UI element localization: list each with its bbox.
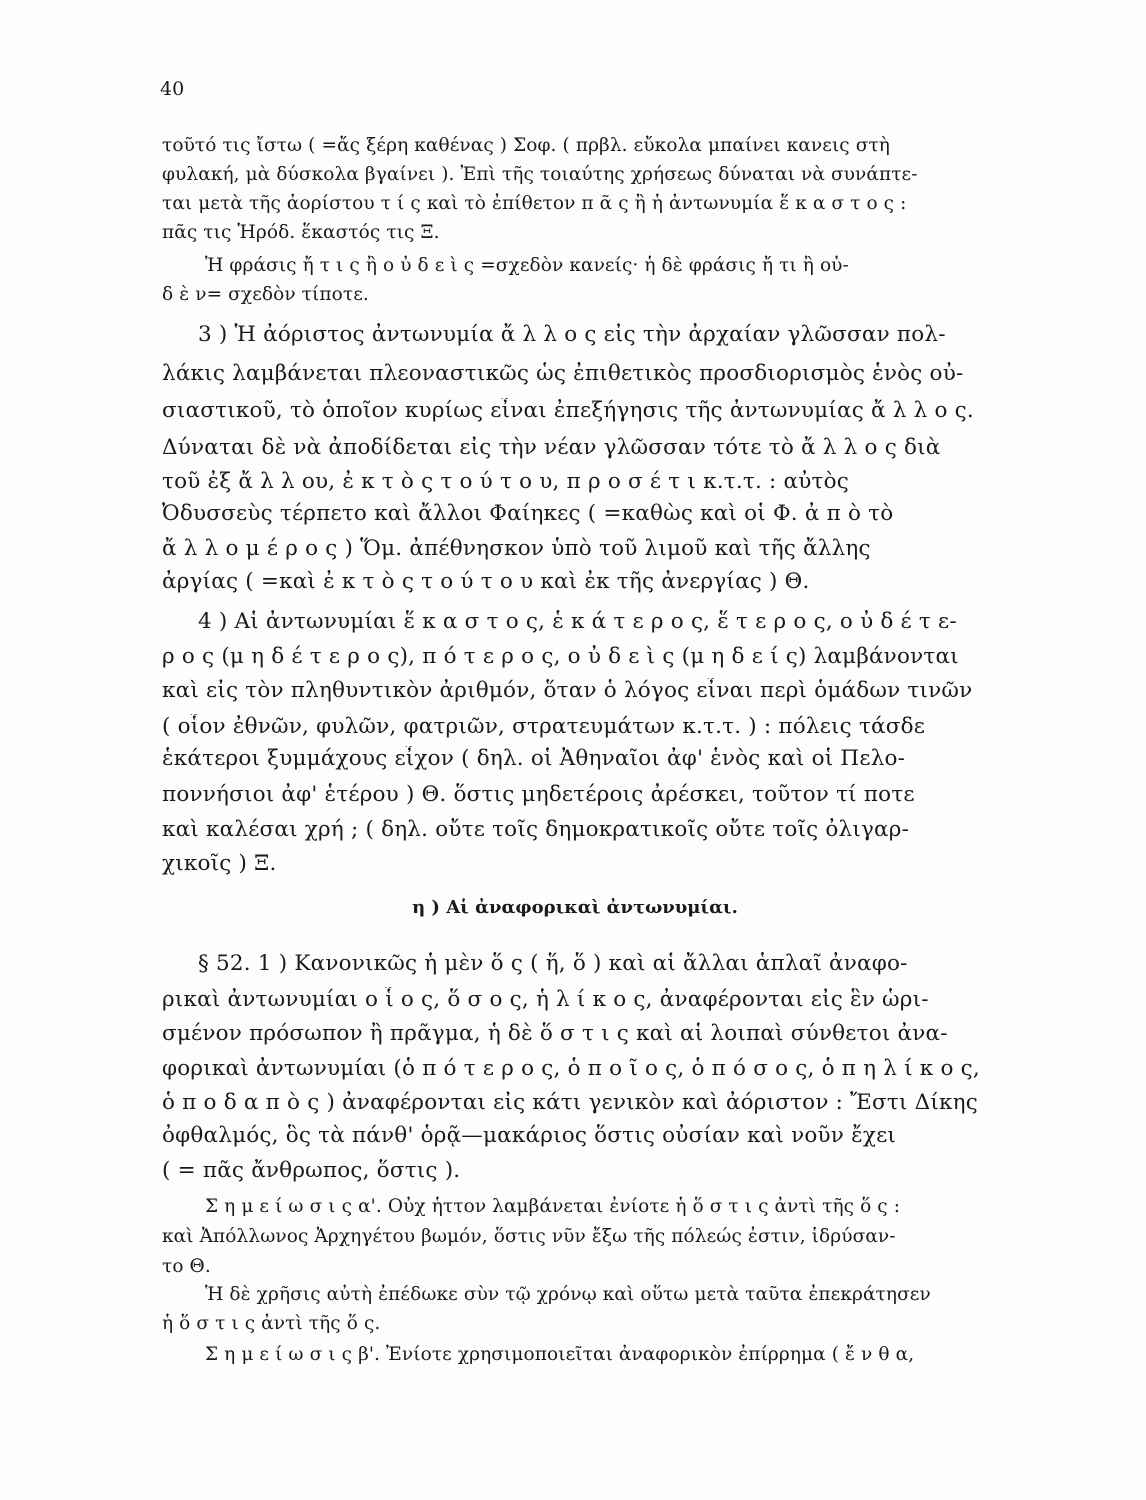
text-line: ἀργίας ( =καὶ ἐ κ τ ὸ ς τ ο ύ τ ο υ καὶ ἐκ τῆς ἀνεργίας ) Θ. bbox=[162, 569, 810, 594]
text-line: σιαστικοῦ, τὸ ὁποῖον κυρίως εἶναι ἐπεξήγησις τῆς ἀντωνυμίας ἄ λ λ ο ς. bbox=[162, 398, 974, 423]
text-line: φορικαὶ ἀντωνυμίαι (ὁ π ό τ ε ρ ο ς, ὁ π ο ῖ ο ς, ὁ π ό σ ο ς, ὁ π η λ ί κ ο ς, bbox=[162, 1056, 980, 1081]
text-line: λάκις λαμβάνεται πλεοναστικῶς ὡς ἐπιθετικὸς προσδιορισμὸς ἑνὸς οὐ- bbox=[162, 361, 964, 386]
text-line: ( οἷον ἐθνῶν, φυλῶν, φατριῶν, στρατευμάτων κ.τ.τ. ) : πόλεις τάσδε bbox=[162, 714, 926, 739]
text-line: Ἡ φράσις ἤ τ ι ς ἢ ο ὐ δ ε ὶ ς =σχεδὸν κανείς· ἡ δὲ φράσις ἤ τι ἢ οὐ- bbox=[205, 255, 849, 276]
text-line: ἡ ὅ σ τ ι ς ἀντὶ τῆς ὅ ς. bbox=[162, 1313, 381, 1334]
text-line: χικοῖς ) Ξ. bbox=[162, 851, 277, 876]
text-line: καὶ Ἀπόλλωνος Ἀρχηγέτου βωμόν, ὅστις νῦν ἔξω τῆς πόλεώς ἐστιν, ἱδρύσαν- bbox=[162, 1226, 896, 1247]
text-line: ὁ π ο δ α π ὸ ς ) ἀναφέρονται εἰς κάτι γενικὸν καὶ ἀόριστον : Ἔστι Δίκης bbox=[162, 1090, 978, 1115]
text-line: 3 ) Ἡ ἀόριστος ἀντωνυμία ἄ λ λ ο ς εἰς τὴν ἀρχαίαν γλῶσσαν πολ- bbox=[198, 322, 946, 347]
text-line: ποννήσιοι ἀφ' ἑτέρου ) Θ. ὅστις μηδετέροις ἀρέσκει, τοῦτον τί ποτε bbox=[162, 782, 915, 807]
text-line: ἑκάτεροι ξυμμάχους εἶχον ( δηλ. οἱ Ἀθηναῖοι ἀφ' ἑνὸς καὶ οἱ Πελο- bbox=[162, 746, 906, 771]
text-line: καὶ καλέσαι χρή ; ( δηλ. οὔτε τοῖς δημοκρατικοῖς οὔτε τοῖς ὀλιγαρ- bbox=[162, 817, 910, 842]
text-line: πᾶς τις Ἡρόδ. ἕκαστός τις Ξ. bbox=[162, 222, 440, 243]
text-line: Δύναται δὲ νὰ ἀποδίδεται εἰς τὴν νέαν γλῶσσαν τότε τὸ ἄ λ λ ο ς διὰ bbox=[162, 435, 941, 460]
text-line: ται μετὰ τῆς ἀορίστου τ ί ς καὶ τὸ ἐπίθετον π ᾶ ς ἢ ἡ ἀντωνυμία ἕ κ α σ τ ο ς : bbox=[162, 193, 907, 214]
text-line: τοῦτό τις ἴστω ( =ἄς ξέρη καθένας ) Σοφ. ( πρβλ. εὔκολα μπαίνει κανεις στὴ bbox=[162, 135, 890, 156]
text-line: Ἡ δὲ χρῆσις αὐτὴ ἐπέδωκε σὺν τῷ χρόνῳ καὶ οὕτω μετὰ ταῦτα ἐπεκράτησεν bbox=[205, 1284, 931, 1305]
text-line: ( = πᾶς ἄνθρωπος, ὅστις ). bbox=[162, 1158, 461, 1183]
text-line: ὀφθαλμός, ὃς τὰ πάνθ' ὁρᾷ—μακάριος ὅστις οὐσίαν καὶ νοῦν ἔχει bbox=[162, 1123, 897, 1148]
text-line: Ὀδυσσεὺς τέρπετο καὶ ἄλλοι Φαίηκες ( =καθὼς καὶ οἱ Φ. ἀ π ὸ τὸ bbox=[162, 501, 894, 526]
text-line: δ ὲ ν= σχεδὸν τίποτε. bbox=[162, 284, 369, 305]
text-line: 4 ) Αἱ ἀντωνυμίαι ἕ κ α σ τ ο ς, ἑ κ ά τ ε ρ ο ς, ἕ τ ε ρ ο ς, ο ὐ δ έ τ ε- bbox=[198, 609, 957, 634]
text-line: τοῦ ἐξ ἄ λ λ ου, ἐ κ τ ὸ ς τ ο ύ τ ο υ, π ρ ο σ έ τ ι κ.τ.τ. : αὐτὸς bbox=[162, 469, 849, 494]
section-heading: η ) Αἱ ἀναφορικαὶ ἀντωνυμίαι. bbox=[412, 897, 738, 918]
text-line: φυλακή, μὰ δύσκολα βγαίνει ). Ἐπὶ τῆς τοιαύτης χρήσεως δύναται νὰ συνάπτε- bbox=[162, 164, 918, 185]
page-number: 40 bbox=[160, 78, 185, 100]
text-line: ρ ο ς (μ η δ έ τ ε ρ ο ς), π ό τ ε ρ ο ς, ο ὐ δ ε ὶ ς (μ η δ ε ί ς) λαμβάνονται bbox=[162, 644, 959, 669]
text-line: καὶ εἰς τὸν πληθυντικὸν ἀριθμόν, ὅταν ὁ λόγος εἶναι περὶ ὁμάδων τινῶν bbox=[162, 678, 973, 703]
text-line: ρικαὶ ἀντωνυμίαι ο ἷ ο ς, ὅ σ ο ς, ἡ λ ί κ ο ς, ἀναφέρονται εἰς ἓν ὡρι- bbox=[162, 987, 929, 1012]
text-line: το Θ. bbox=[162, 1256, 211, 1277]
text-line: Σ η μ ε ί ω σ ι ς α'. Οὐχ ἧττον λαμβάνεται ἐνίοτε ἡ ὅ σ τ ι ς ἀντὶ τῆς ὅ ς : bbox=[205, 1196, 901, 1217]
text-line: Σ η μ ε ί ω σ ι ς β'. Ἐνίοτε χρησιμοποιεῖται ἀναφορικὸν ἐπίρρημα ( ἔ ν θ α, bbox=[205, 1344, 915, 1365]
text-line: § 52. 1 ) Κανονικῶς ἡ μὲν ὅ ς ( ἥ, ὅ ) καὶ αἱ ἄλλαι ἁπλαῖ ἀναφο- bbox=[198, 951, 908, 976]
text-line: ἄ λ λ ο μ έ ρ ο ς ) Ὅμ. ἀπέθνησκον ὑπὸ τοῦ λιμοῦ καὶ τῆς ἄλλης bbox=[162, 536, 871, 561]
text-line: σμένον πρόσωπον ἢ πρᾶγμα, ἡ δὲ ὅ σ τ ι ς καὶ αἱ λοιπαὶ σύνθετοι ἀνα- bbox=[162, 1021, 948, 1046]
